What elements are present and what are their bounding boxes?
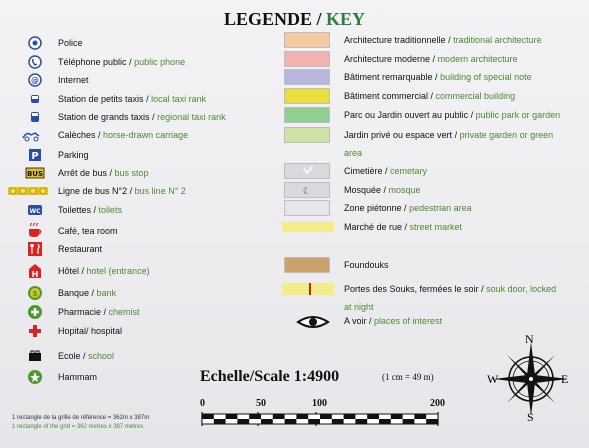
label-sep: /	[107, 168, 115, 178]
cafe-icon	[25, 224, 45, 238]
legend-item-label	[58, 90, 206, 108]
legend-swatch	[284, 257, 330, 273]
scale-title: Echelle/Scale 1:4900	[200, 368, 340, 385]
pharmacy-icon	[25, 305, 45, 319]
legend-item-label	[344, 87, 515, 105]
label-fr: Architecture moderne	[344, 54, 431, 64]
legend-item-label	[344, 199, 472, 217]
label-fr: Parking	[58, 150, 89, 160]
label-sep: /	[91, 205, 99, 215]
label-en: public park or garden	[475, 110, 561, 120]
legend-item-label	[58, 108, 226, 126]
legend-item-label	[58, 347, 114, 365]
label-fr: Parc ou Jardin ouvert au public	[344, 110, 469, 120]
label-fr: Bâtiment commercial	[344, 91, 429, 101]
scale-bar-segment	[214, 419, 226, 424]
scale-bar-segment	[237, 419, 249, 424]
legend-item-label	[58, 222, 118, 240]
grid-note-en: 1 rectangle of the grid = 362 metres x 387 metres	[12, 424, 144, 430]
label-en: hotel (entrance)	[86, 266, 150, 276]
label-sep: /	[127, 186, 135, 196]
svg-text:H: H	[31, 270, 39, 279]
label-sep: /	[445, 35, 454, 45]
legend-swatch	[282, 283, 334, 295]
scale-bar-segment	[379, 419, 391, 424]
label-en: school	[88, 351, 115, 361]
title-sep: /	[312, 9, 327, 29]
legend-item-label	[58, 126, 188, 144]
scale-bar-segment	[249, 414, 261, 419]
public-phone-icon	[25, 55, 45, 69]
label-fr: Banque	[58, 288, 90, 298]
label-sep: /	[468, 110, 476, 120]
legend-item-label	[344, 218, 462, 236]
legend-item-label	[344, 106, 560, 124]
label-en: commercial building	[435, 91, 516, 101]
legend-item-label	[58, 146, 89, 164]
legend-item-label	[58, 164, 149, 182]
scale-tick-50: 50	[256, 398, 266, 409]
legend-item-label	[344, 312, 442, 330]
scale-bar-segment	[285, 419, 297, 424]
scale-bar-segment	[332, 419, 344, 424]
label-sep: /	[366, 316, 375, 326]
restaurant-icon	[25, 242, 45, 256]
label-fr: Ecole	[58, 351, 81, 361]
label-en: street market	[409, 222, 463, 232]
legend-item-label	[58, 368, 97, 386]
label-sep: /	[478, 284, 487, 294]
svg-text:@: @	[31, 76, 39, 85]
scale-bar-segment	[308, 419, 320, 424]
label-en: horse-drawn carriage	[103, 130, 189, 140]
legend-item-label	[344, 68, 532, 86]
label-sep: /	[402, 222, 410, 232]
horse-carriage-icon	[21, 128, 41, 142]
label-fr: Hôtel	[58, 266, 80, 276]
label-fr: Police	[58, 38, 83, 48]
label-fr: Station de grands taxis	[58, 112, 150, 122]
label-sep: /	[452, 130, 460, 140]
eye-icon	[296, 314, 330, 335]
label-sep: /	[382, 166, 391, 176]
scale-bar-segment	[202, 414, 214, 419]
label-fr: Restaurant	[58, 244, 103, 254]
regional-taxi-icon	[25, 110, 45, 124]
label-fr: Téléphone public	[58, 57, 127, 67]
svg-text:WC: WC	[29, 208, 41, 215]
internet-icon	[25, 73, 45, 87]
legend-swatch	[284, 69, 330, 85]
school-icon	[25, 349, 45, 363]
scale-bar-segment	[261, 419, 273, 424]
label-fr: Mosquée	[344, 185, 382, 195]
label-fr: Internet	[58, 75, 89, 85]
legend-item-label	[58, 284, 116, 302]
legend-item-label	[58, 34, 83, 52]
svg-text:$: $	[32, 289, 38, 298]
label-en-continued: area	[344, 148, 363, 158]
legend-item-label	[58, 240, 102, 258]
scale-bar-segment	[426, 419, 438, 424]
label-fr: Calèches	[58, 130, 96, 140]
label-fr: Jardin privé ou espace vert	[344, 130, 453, 140]
legend-item-label	[344, 256, 389, 274]
label-sep: /	[89, 288, 97, 298]
label-sep: /	[80, 351, 89, 361]
label-fr: Hammam	[58, 372, 98, 382]
svg-text:P: P	[31, 151, 39, 162]
compass-e: E	[561, 372, 569, 386]
bank-icon	[25, 286, 45, 300]
legend-swatch	[284, 107, 330, 123]
label-sep: /	[126, 57, 135, 67]
hotel-icon	[25, 264, 45, 278]
legend-swatch	[284, 88, 330, 104]
label-fr: Portes des Souks, fermées le soir	[344, 284, 479, 294]
label-fr: Bâtiment remarquable	[344, 72, 433, 82]
label-en-continued: at night	[344, 302, 374, 312]
label-en: local taxi rank	[151, 94, 207, 104]
scale-bar-segment	[403, 419, 415, 424]
bus-stop-icon	[25, 166, 45, 180]
label-fr: Toilettes	[58, 205, 92, 215]
grid-note-fr: 1 rectangle de la grille de référence = 362m x 387m	[12, 415, 150, 421]
bus-line-icon	[8, 184, 48, 198]
legend-swatch	[284, 51, 330, 67]
legend-item-label	[344, 162, 427, 180]
label-sep: /	[432, 72, 441, 82]
label-sep: /	[101, 307, 109, 317]
label-fr: Marché de rue	[344, 222, 403, 232]
label-fr: Cimetière	[344, 166, 383, 176]
legend-item-label	[344, 181, 421, 199]
scale-bar-segment	[273, 414, 285, 419]
label-en: cemetary	[390, 166, 428, 176]
legend-swatch	[284, 200, 330, 216]
title-fr: LEGENDE	[223, 9, 312, 29]
label-en: modern architecture	[437, 54, 518, 64]
label-en: traditional architecture	[453, 35, 542, 45]
scale-tick-0: 0	[200, 398, 205, 409]
label-sep: /	[381, 185, 389, 195]
legend-item-label	[344, 31, 542, 49]
label-sep: /	[401, 203, 410, 213]
label-sep: /	[95, 130, 104, 140]
label-en: pedestrian area	[409, 203, 472, 213]
svg-text:☾: ☾	[302, 187, 312, 197]
legend-swatch	[284, 127, 330, 143]
label-sep: /	[149, 112, 158, 122]
scale-tick-100: 100	[312, 398, 327, 409]
legend-item-label	[58, 262, 150, 280]
legend-swatch	[282, 222, 334, 232]
legend-item-label	[344, 50, 518, 68]
label-sep: /	[79, 266, 87, 276]
local-taxi-icon	[25, 92, 45, 106]
legend-item-label	[58, 303, 140, 321]
label-sep: /	[143, 94, 152, 104]
scale-bar-segment	[344, 414, 356, 419]
label-en: toilets	[98, 205, 123, 215]
label-fr: Foundouks	[344, 260, 389, 270]
label-en: bank	[96, 288, 117, 298]
legend-item-label	[58, 322, 122, 340]
label-fr: Station de petits taxis	[58, 94, 144, 104]
legend-item-label	[344, 126, 553, 144]
label-fr: Café, tea room	[58, 226, 118, 236]
label-fr: Ligne de bus N°2	[58, 186, 128, 196]
legend-item-label	[344, 280, 556, 298]
label-en: building of special note	[440, 72, 532, 82]
compass-s: S	[527, 410, 534, 424]
label-en: regional taxi rank	[157, 112, 226, 122]
label-fr: A voir	[344, 316, 367, 326]
scale-bar	[198, 410, 448, 430]
scale-note: (1 cm = 49 m)	[382, 372, 434, 382]
scale-bar-segment	[367, 414, 379, 419]
parking-icon	[25, 148, 45, 162]
label-sep: /	[428, 91, 436, 101]
label-en: chemist	[108, 307, 140, 317]
scale-bar-segment	[226, 414, 238, 419]
label-en: souk door, locked	[486, 284, 557, 294]
hammam-icon	[25, 370, 45, 384]
label-en: bus stop	[114, 168, 149, 178]
legend-item-label	[58, 53, 185, 71]
label-sep: /	[430, 54, 438, 64]
label-en: places of interest	[374, 316, 443, 326]
compass-n: N	[525, 332, 534, 346]
scale-bar-segment	[320, 414, 332, 419]
label-en: private garden or green	[459, 130, 554, 140]
scale-tick-200: 200	[430, 398, 445, 409]
title-en: KEY	[326, 9, 366, 29]
scale-bar-segment	[296, 414, 308, 419]
legend-item-label	[58, 201, 122, 219]
label-en: public phone	[134, 57, 186, 67]
label-fr: Pharmacie	[58, 307, 102, 317]
label-fr: Architecture traditionnelle	[344, 35, 446, 45]
label-en: bus line N° 2	[134, 186, 186, 196]
scale-bar-segment	[355, 419, 367, 424]
compass-w: W	[487, 372, 499, 386]
legend-swatch	[284, 182, 330, 198]
legend-swatch	[284, 32, 330, 48]
legend-swatch	[284, 163, 330, 179]
label-fr: Arrêt de bus	[58, 168, 108, 178]
legend-item-label	[58, 71, 89, 89]
hospital-icon	[25, 324, 45, 338]
legend-item-label	[58, 182, 186, 200]
label-fr: Hopital/ hospital	[58, 326, 123, 336]
toilets-icon	[25, 203, 45, 217]
police-icon	[25, 36, 45, 50]
legend-title	[0, 9, 589, 30]
label-fr: Zone piétonne	[344, 203, 402, 213]
scale-bar-segment	[414, 414, 426, 419]
svg-text:BUS: BUS	[26, 170, 44, 178]
scale-bar-segment	[391, 414, 403, 419]
label-en: mosque	[388, 185, 421, 195]
legend-item-label-continued	[344, 144, 362, 162]
